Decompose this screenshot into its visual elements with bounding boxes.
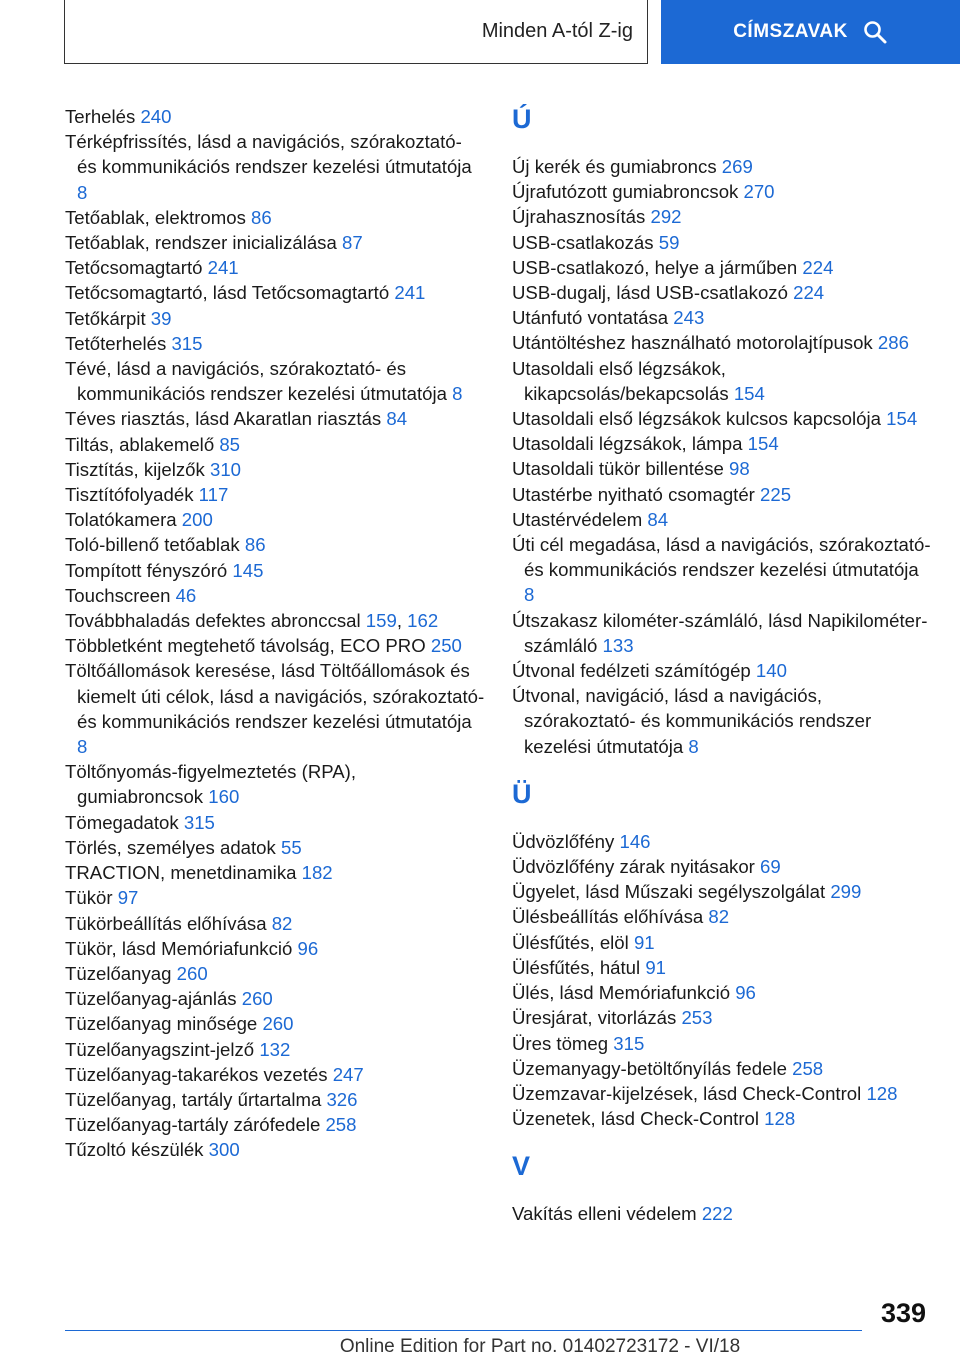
entry-term: Útszakasz kilométer-számláló, lásd Napikilométer-számláló bbox=[512, 609, 928, 656]
index-column-left bbox=[65, 104, 485, 1163]
page-reference-link[interactable]: 225 bbox=[760, 483, 792, 505]
index-entry bbox=[65, 658, 485, 759]
index-entry bbox=[512, 1081, 932, 1106]
page-reference-link[interactable]: 98 bbox=[729, 458, 750, 480]
page-reference-link[interactable]: 260 bbox=[241, 988, 273, 1010]
entry-term: Utastérbe nyitható csomagtér bbox=[512, 483, 761, 505]
index-entry bbox=[65, 331, 485, 356]
page-reference-link[interactable]: 8 bbox=[77, 736, 88, 758]
entry-term: Ügyelet, lásd Műszaki segélyszolgálat bbox=[512, 881, 831, 903]
index-entry bbox=[65, 1037, 485, 1062]
entry-term: Tükör, lásd Memóriafunkció bbox=[65, 937, 298, 959]
entry-term: Üresjárat, vitorlázás bbox=[512, 1007, 682, 1029]
entry-term: Toló-billenő tetőablak bbox=[65, 534, 245, 556]
search-icon bbox=[862, 19, 888, 45]
entry-term: Üdvözlőfény bbox=[512, 830, 620, 852]
entry-term: Tüzelőanyag, tartály űrtartalma bbox=[65, 1088, 327, 1110]
index-entry bbox=[65, 432, 485, 457]
page-reference-link[interactable]: 315 bbox=[183, 811, 215, 833]
entry-term: Tüzelőanyagszint-jelző bbox=[65, 1038, 260, 1060]
page-reference-link[interactable]: 260 bbox=[176, 962, 208, 984]
index-entry bbox=[512, 532, 932, 608]
page-reference-link[interactable]: 154 bbox=[747, 433, 779, 455]
entry-term: Utasoldali légzsákok, lámpa bbox=[512, 433, 748, 455]
page-reference-link[interactable]: 96 bbox=[297, 937, 319, 959]
entry-term: Tömegadatok bbox=[65, 811, 184, 833]
index-entry bbox=[512, 829, 932, 854]
page-reference-link[interactable]: 86 bbox=[244, 534, 266, 556]
page-reference-link[interactable]: 128 bbox=[764, 1108, 796, 1130]
entry-term: Utasoldali első légzsákok kulcsos kapcsolója bbox=[512, 408, 887, 430]
entry-term: Többletként megtehető távolság, ECO PRO bbox=[65, 635, 431, 657]
index-entry bbox=[512, 904, 932, 929]
index-entry bbox=[65, 457, 485, 482]
page-reference-link[interactable]: 8 bbox=[77, 181, 88, 203]
index-entry bbox=[512, 608, 932, 658]
index-entry bbox=[65, 230, 485, 255]
entry-term: Vakítás elleni védelem bbox=[512, 1203, 702, 1225]
footer-edition: Online Edition for Part no. 01402723172 - VI/18 bbox=[339, 1336, 741, 1357]
entry-term: USB-csatlakozó, helye a járműben bbox=[512, 256, 803, 278]
index-column-right bbox=[512, 104, 932, 1227]
entry-term: Útvonal, navigáció, lásd a navigációs, szórakoztató- és kommunikációs rendszer kezelési útmutatója bbox=[512, 685, 872, 757]
index-entry bbox=[512, 879, 932, 904]
entry-term: Touchscreen bbox=[65, 584, 176, 606]
page-reference-link[interactable]: 85 bbox=[219, 433, 241, 455]
entry-term: Továbbhaladás defektes abronccsal bbox=[65, 610, 366, 632]
entry-term: Tetőablak, rendszer inicializálása bbox=[65, 232, 342, 254]
page-reference-link[interactable]: 133 bbox=[602, 634, 634, 656]
page-reference-link[interactable]: 91 bbox=[645, 956, 667, 978]
entry-term: Útvonal fedélzeti számítógép bbox=[512, 660, 756, 682]
entry-term: Tisztítás, kijelzők bbox=[65, 458, 210, 480]
footer-divider bbox=[65, 1330, 862, 1331]
page-reference-link[interactable]: 315 bbox=[613, 1032, 645, 1054]
page-reference-link[interactable]: 8 bbox=[688, 735, 699, 757]
index-entry bbox=[512, 154, 932, 179]
index-entry bbox=[65, 810, 485, 835]
page-reference-link[interactable]: 128 bbox=[866, 1082, 898, 1104]
entry-term: Tetőablak, elektromos bbox=[65, 206, 252, 228]
entry-term: Töltőnyomás-figyelmeztetés (RPA), gumiabroncsok bbox=[65, 761, 357, 808]
index-entry bbox=[512, 255, 932, 280]
entry-term: Ülésfűtés, elöl bbox=[512, 931, 634, 953]
entry-term: Tüzelőanyag minősége bbox=[65, 1013, 263, 1035]
page-reference-link[interactable]: 240 bbox=[140, 106, 172, 127]
index-entry bbox=[65, 961, 485, 986]
page-reference-link[interactable]: 55 bbox=[280, 836, 302, 858]
page-reference-link[interactable]: 241 bbox=[207, 257, 239, 279]
entry-term: Utántöltéshez használható motorolajtípusok bbox=[512, 332, 878, 354]
page-reference-link[interactable]: 299 bbox=[830, 881, 862, 903]
entry-term: Tévé, lásd a navigációs, szórakoztató- és kommunikációs rendszer kezelési útmutatója bbox=[65, 358, 453, 405]
entry-term: Utastérvédelem bbox=[512, 508, 648, 530]
letter-heading-u-acute: Ú bbox=[512, 104, 532, 134]
page-reference-link[interactable]: 182 bbox=[301, 862, 333, 884]
entry-term: Tüzelőanyag-takarékos vezetés bbox=[65, 1063, 333, 1085]
index-entry bbox=[512, 230, 932, 255]
entry-term: Tetőcsomagtartó bbox=[65, 257, 208, 279]
entry-term: TRACTION, menetdinamika bbox=[65, 862, 302, 884]
index-entry bbox=[65, 1062, 485, 1087]
index-entry bbox=[512, 980, 932, 1005]
entry-term: Téves riasztás, lásd Akaratlan riasztás bbox=[65, 408, 387, 430]
page-reference-link[interactable]: 82 bbox=[708, 906, 730, 928]
entry-term: Ülésbeállítás előhívása bbox=[512, 906, 709, 928]
index-entry bbox=[512, 456, 932, 481]
index-entry bbox=[512, 1056, 932, 1081]
entry-term: Üzemzavar-kijelzések, lásd Check-Control bbox=[512, 1082, 867, 1104]
entry-term: Térképfrissítés, lásd a navigációs, szórakoztató- és kommunikációs rendszer kezelési útmutatója bbox=[65, 131, 472, 178]
index-entry bbox=[65, 280, 485, 305]
page-reference-link[interactable]: 326 bbox=[326, 1088, 358, 1110]
index-entry bbox=[65, 532, 485, 557]
page-reference-link[interactable]: 46 bbox=[175, 584, 197, 606]
page-reference-link[interactable]: 97 bbox=[117, 887, 139, 909]
index-entry bbox=[65, 1112, 485, 1137]
entry-term: Tüzelőanyag-tartály zárófedele bbox=[65, 1114, 326, 1136]
index-entry bbox=[65, 507, 485, 532]
page-reference-link[interactable]: 69 bbox=[760, 856, 781, 878]
index-entry bbox=[65, 558, 485, 583]
index-entry bbox=[512, 507, 932, 532]
entry-term: Tiltás, ablakemelő bbox=[65, 433, 220, 455]
entry-term: Újrafutózott gumiabroncsok bbox=[512, 181, 744, 203]
entry-term: Törlés, személyes adatok bbox=[65, 836, 281, 858]
index-entry bbox=[512, 431, 932, 456]
page-reference-link[interactable]: 117 bbox=[198, 484, 229, 506]
entry-term: Tetőkárpit bbox=[65, 307, 151, 329]
index-entry bbox=[512, 204, 932, 229]
entry-term: Ülés, lásd Memóriafunkció bbox=[512, 982, 736, 1004]
index-entry bbox=[65, 356, 485, 406]
index-entry bbox=[65, 1087, 485, 1112]
page-reference-link[interactable]: 154 bbox=[733, 382, 765, 404]
page-reference-link[interactable]: 286 bbox=[877, 332, 909, 354]
entry-term: USB-dugalj, lásd USB-csatlakozó bbox=[512, 282, 794, 304]
keywords-button[interactable] bbox=[661, 0, 960, 64]
page-reference-link[interactable]: 300 bbox=[208, 1139, 240, 1161]
page-reference-link[interactable]: 160 bbox=[208, 786, 240, 808]
page-reference-link[interactable]: 8 bbox=[452, 383, 463, 405]
index-entry bbox=[512, 1106, 932, 1131]
page-reference-link[interactable]: 140 bbox=[755, 660, 787, 682]
index-entry bbox=[65, 936, 485, 961]
entry-term: Tükör bbox=[65, 887, 118, 909]
page-reference-link[interactable]: 8 bbox=[524, 584, 535, 606]
entry-term: Újrahasznosítás bbox=[512, 206, 651, 228]
entry-term: Úti cél megadása, lásd a navigációs, szórakoztató- és kommunikációs rendszer kezelési útmutatója bbox=[512, 534, 931, 581]
page-reference-link[interactable]: 159 bbox=[365, 610, 397, 632]
entry-term: Üdvözlőfény zárak nyitásakor bbox=[512, 856, 761, 878]
index-entry bbox=[512, 482, 932, 507]
entry-term: Utasoldali tükör billentése bbox=[512, 458, 730, 480]
index-entry bbox=[65, 1137, 485, 1162]
page-reference-link[interactable]: 270 bbox=[743, 181, 775, 203]
entry-term: Töltőállomások keresése, lásd Töltőállomások és kiemelt úti célok, lásd a navigációs, szórakoztató- és kommunikációs rendszer kezelési útmutatója bbox=[65, 660, 485, 732]
page-reference-link[interactable]: 224 bbox=[793, 282, 825, 304]
letter-heading-v: V bbox=[512, 1151, 531, 1182]
page-reference-link[interactable]: 222 bbox=[701, 1203, 733, 1225]
index-group-u-acute bbox=[512, 154, 932, 759]
page-reference-link[interactable]: 162 bbox=[407, 610, 439, 632]
index-entry bbox=[65, 255, 485, 280]
entry-term: Tűzoltó készülék bbox=[65, 1139, 209, 1161]
page-reference-link[interactable]: 84 bbox=[647, 508, 669, 530]
page-reference-link[interactable]: 132 bbox=[259, 1038, 291, 1060]
index-entry bbox=[512, 356, 932, 406]
index-entry bbox=[65, 306, 485, 331]
index-entry bbox=[512, 305, 932, 330]
entry-term: Tüzelőanyag bbox=[65, 962, 177, 984]
entry-term: Tetőterhelés bbox=[65, 332, 172, 354]
entry-term: Üzemanyagy-betöltőnyílás fedele bbox=[512, 1057, 793, 1079]
page-reference-link[interactable]: 154 bbox=[886, 408, 918, 430]
entry-term: Utasoldali első légzsákok, kikapcsolás/bekapcsolás bbox=[512, 357, 734, 404]
page-reference-link[interactable]: 146 bbox=[619, 830, 651, 852]
page-reference-link[interactable]: 315 bbox=[171, 332, 203, 354]
page-reference-link[interactable]: 241 bbox=[394, 282, 426, 304]
index-entry bbox=[512, 280, 932, 305]
index-entry bbox=[512, 658, 932, 683]
index-group-v bbox=[512, 1201, 932, 1226]
page-reference-link[interactable]: 91 bbox=[633, 931, 655, 953]
index-entry bbox=[65, 129, 485, 205]
page-reference-link[interactable]: 269 bbox=[721, 156, 753, 177]
index-entry bbox=[512, 179, 932, 204]
page-reference-link[interactable]: 82 bbox=[271, 912, 293, 934]
index-entry bbox=[65, 911, 485, 936]
page-reference-link[interactable]: 96 bbox=[735, 982, 756, 1004]
index-entry bbox=[65, 104, 485, 129]
index-entry bbox=[512, 854, 932, 879]
index-entry bbox=[65, 986, 485, 1011]
page-reference-link[interactable]: 260 bbox=[262, 1013, 294, 1035]
index-entry bbox=[512, 330, 932, 355]
index-entry bbox=[65, 482, 485, 507]
page-reference-link[interactable]: 247 bbox=[332, 1063, 364, 1085]
index-entry bbox=[512, 1005, 932, 1030]
section-title: Minden A-tól Z-ig bbox=[481, 20, 633, 42]
entry-term: Tompított fényszóró bbox=[65, 559, 233, 581]
index-entry bbox=[512, 1031, 932, 1056]
index-entry bbox=[512, 683, 932, 759]
page-reference-link[interactable]: 310 bbox=[210, 458, 242, 480]
index-entry: Továbbhaladás defektes abronccsal 159, 162 bbox=[65, 610, 439, 632]
page-reference-link[interactable]: 59 bbox=[658, 231, 680, 253]
entry-term: Tükörbeállítás előhívása bbox=[65, 912, 272, 934]
index-entry bbox=[65, 835, 485, 860]
index-entry bbox=[65, 860, 485, 885]
index-entry bbox=[512, 955, 932, 980]
index-entry bbox=[65, 759, 485, 809]
page-reference-link[interactable]: 250 bbox=[430, 635, 462, 657]
index-entry bbox=[65, 205, 485, 230]
entry-term: Tetőcsomagtartó, lásd Tetőcsomagtartó bbox=[65, 282, 395, 304]
entry-term: Ülésfűtés, hátul bbox=[512, 956, 646, 978]
page-reference-link[interactable]: 200 bbox=[181, 509, 213, 531]
entry-term: Tolatókamera bbox=[65, 509, 182, 531]
page-reference-link[interactable]: 258 bbox=[792, 1057, 824, 1079]
page-reference-link[interactable]: 253 bbox=[681, 1007, 713, 1029]
section-tab[interactable] bbox=[64, 0, 648, 64]
page-reference-link[interactable]: 87 bbox=[341, 232, 363, 254]
entry-term: Üres tömeg bbox=[512, 1032, 614, 1054]
entry-term: USB-csatlakozás bbox=[512, 231, 659, 253]
keywords-label: CÍMSZAVAK bbox=[733, 21, 848, 42]
page-reference-link[interactable]: 243 bbox=[673, 307, 705, 329]
index-entry bbox=[512, 930, 932, 955]
index-entry bbox=[65, 583, 485, 608]
entry-term: Utánfutó vontatása bbox=[512, 307, 674, 329]
entry-term: Tüzelőanyag-ajánlás bbox=[65, 988, 242, 1010]
page-reference-link[interactable]: 292 bbox=[650, 206, 682, 228]
page-reference-link[interactable]: 145 bbox=[232, 559, 264, 581]
index-entry bbox=[65, 633, 485, 658]
page-reference-link[interactable]: 224 bbox=[802, 256, 834, 278]
page-reference-link[interactable]: 84 bbox=[386, 408, 408, 430]
page-reference-link[interactable]: 39 bbox=[150, 307, 172, 329]
entry-term: Új kerék és gumiabroncs bbox=[512, 156, 722, 177]
page-reference-link[interactable]: 258 bbox=[325, 1114, 357, 1136]
index-entry bbox=[512, 406, 932, 431]
index-entry bbox=[512, 1201, 932, 1226]
index-entry bbox=[65, 885, 485, 910]
index-group-u-umlaut bbox=[512, 829, 932, 1131]
letter-heading-u-umlaut: Ü bbox=[512, 778, 532, 809]
page-number: 339 bbox=[880, 1298, 926, 1328]
index-entry bbox=[65, 406, 485, 431]
index-entry bbox=[65, 1011, 485, 1036]
page-reference-link[interactable]: 86 bbox=[251, 206, 272, 228]
entry-term: Terhelés bbox=[65, 106, 141, 127]
entry-term: Tisztítófolyadék bbox=[65, 484, 199, 506]
entry-term: Üzenetek, lásd Check-Control bbox=[512, 1108, 765, 1130]
